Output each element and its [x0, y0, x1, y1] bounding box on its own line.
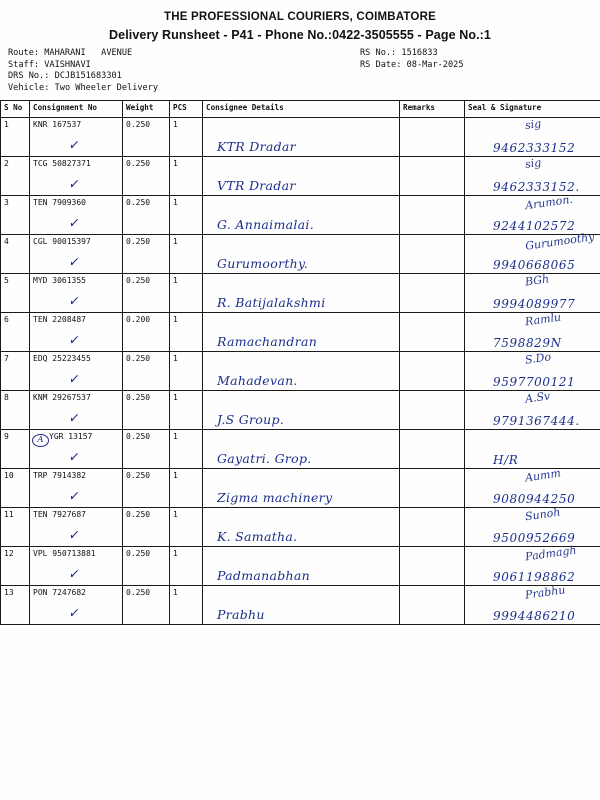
- handwritten-tick-icon: ✓: [67, 447, 82, 468]
- drs-label: DRS No.:: [8, 71, 50, 82]
- signature-mark: sig: [524, 117, 543, 133]
- cell-sno: 7: [1, 352, 30, 391]
- cell-remarks: [400, 430, 465, 469]
- cell-weight: 0.250: [123, 547, 170, 586]
- consignee-handwriting: VTR Dradar: [217, 178, 296, 194]
- cell-consignment-no: [30, 157, 123, 196]
- cell-seal-signature: [465, 583, 600, 625]
- drs-row: [8, 71, 338, 83]
- cell-weight: 0.250: [123, 430, 170, 469]
- consignment-no-text: MYD 3061355: [33, 276, 86, 286]
- cell-consignee-details: [203, 586, 400, 625]
- consignment-no-text: KNR 167537: [33, 120, 82, 130]
- seal-phone-number: 9940668065: [493, 258, 576, 273]
- cell-pcs: 1: [170, 508, 203, 547]
- consignment-no-text: VPL 950713881: [33, 549, 96, 559]
- rs-no-row: [360, 48, 464, 60]
- page-title: Delivery Runsheet - P41 - Phone No.:0422-3505555 - Page No.:1: [109, 28, 491, 42]
- cell-remarks: [400, 118, 465, 157]
- cell-consignment-no: [30, 235, 123, 274]
- table-header-row: [1, 101, 600, 118]
- cell-consignee-details: [203, 196, 400, 235]
- route-label: Route:: [8, 48, 40, 58]
- cell-remarks: [400, 547, 465, 586]
- seal-phone-number: 7598829N: [493, 336, 562, 351]
- cell-seal-signature: [465, 157, 600, 196]
- rs-date-label: RS Date:: [360, 59, 402, 70]
- cell-seal-signature: [465, 391, 600, 430]
- cell-weight: 0.250: [123, 274, 170, 313]
- table-row: [1, 586, 600, 625]
- cell-consignment-no: [30, 430, 123, 469]
- signature-mark: S.Do: [524, 350, 552, 368]
- cell-seal-signature: [465, 118, 600, 157]
- cell-remarks: [400, 469, 465, 508]
- column-header-weight: Weight: [123, 101, 170, 118]
- cell-sno: 12: [1, 547, 30, 586]
- handwritten-tick-icon: ✓: [67, 174, 82, 195]
- cell-sno: 11: [1, 508, 30, 547]
- table-row: [1, 430, 600, 469]
- handwritten-tick-icon: ✓: [67, 603, 82, 624]
- meta-right: [360, 48, 464, 71]
- cell-consignment-no: [30, 508, 123, 547]
- cell-sno: 9: [1, 430, 30, 469]
- cell-consignee-details: [203, 157, 400, 196]
- cell-seal-signature: [465, 310, 600, 352]
- handwritten-tick-icon: ✓: [67, 291, 82, 312]
- rs-no-label: RS No.:: [360, 48, 397, 58]
- consignment-no-text: KNM 29267537: [33, 393, 91, 403]
- cell-pcs: 1: [170, 274, 203, 313]
- cell-consignee-details: [203, 469, 400, 508]
- consignee-handwriting: G. Annaimalai.: [217, 217, 314, 233]
- consignee-handwriting: Zigma machinery: [217, 490, 333, 506]
- consignment-no-text: TEN 2208487: [33, 315, 86, 325]
- column-header-consignee: Consignee Details: [203, 101, 400, 118]
- consignment-no-text: EDQ 25223455: [33, 354, 91, 364]
- cell-sno: 3: [1, 196, 30, 235]
- cell-consignee-details: [203, 274, 400, 313]
- cell-seal-signature: [465, 193, 600, 235]
- consignee-handwriting: Prabhu: [217, 607, 265, 623]
- consignee-handwriting: K. Samatha.: [217, 529, 298, 545]
- column-header-consignment: Consignment No: [30, 101, 123, 118]
- cell-pcs: 1: [170, 352, 203, 391]
- cell-weight: 0.250: [123, 235, 170, 274]
- cell-pcs: 1: [170, 118, 203, 157]
- seal-phone-number: 9994486210: [493, 609, 576, 624]
- handwritten-tick-icon: ✓: [67, 369, 82, 390]
- cell-remarks: [400, 157, 465, 196]
- signature-mark: Ramlu: [524, 310, 562, 329]
- consignee-handwriting: Padmanabhan: [217, 568, 310, 584]
- handwritten-tick-icon: ✓: [67, 252, 82, 273]
- consignment-no-text: TEN 7909360: [33, 198, 86, 208]
- consignee-handwriting: KTR Dradar: [217, 139, 296, 155]
- column-header-seal: Seal & Signature: [465, 101, 600, 118]
- rs-no-value: 1516833: [401, 48, 438, 58]
- seal-phone-number: 9244102572: [493, 219, 576, 234]
- column-header-remarks: Remarks: [400, 101, 465, 118]
- table-row: [1, 508, 600, 547]
- cell-pcs: 1: [170, 547, 203, 586]
- cell-consignment-no: [30, 196, 123, 235]
- cell-weight: 0.250: [123, 157, 170, 196]
- consignment-no-text: PON 7247682: [33, 588, 86, 598]
- company-title: THE PROFESSIONAL COURIERS, COIMBATORE: [164, 11, 436, 23]
- cell-consignment-no: [30, 352, 123, 391]
- signature-mark: Sunoh: [524, 505, 562, 524]
- column-header-sno: S No: [1, 101, 30, 118]
- cell-remarks: [400, 352, 465, 391]
- cell-weight: 0.250: [123, 118, 170, 157]
- table-body: [1, 118, 600, 625]
- handwritten-tick-icon: ✓: [67, 330, 82, 351]
- cell-consignment-no: [30, 469, 123, 508]
- cell-weight: 0.250: [123, 508, 170, 547]
- handwritten-tick-icon: ✓: [67, 564, 82, 585]
- cell-remarks: [400, 508, 465, 547]
- cell-sno: 10: [1, 469, 30, 508]
- cell-pcs: 1: [170, 313, 203, 352]
- signature-mark: Prabhu: [524, 583, 567, 603]
- consignee-handwriting: Gayatri. Grop.: [217, 451, 312, 467]
- consignment-no-text: TEN 7927687: [33, 510, 86, 520]
- table-row: [1, 196, 600, 235]
- cell-weight: 0.250: [123, 352, 170, 391]
- cell-seal-signature: [465, 505, 600, 547]
- staff-label: Staff:: [8, 59, 40, 70]
- cell-sno: 6: [1, 313, 30, 352]
- vehicle-label: Vehicle:: [8, 82, 50, 93]
- meta-left: [8, 48, 338, 94]
- handwritten-tick-icon: ✓: [67, 525, 82, 546]
- cell-seal-signature: [465, 274, 600, 313]
- cell-consignee-details: [203, 508, 400, 547]
- cell-pcs: 1: [170, 391, 203, 430]
- handwritten-tick-icon: ✓: [67, 213, 82, 234]
- staff-row: [8, 60, 338, 72]
- cell-pcs: 1: [170, 235, 203, 274]
- cell-consignee-details: [203, 547, 400, 586]
- cell-pcs: 1: [170, 430, 203, 469]
- cell-consignment-no: [30, 391, 123, 430]
- seal-phone-number: 9994089977: [493, 297, 576, 312]
- cell-consignee-details: [203, 352, 400, 391]
- cell-consignment-no: [30, 586, 123, 625]
- cell-consignee-details: [203, 235, 400, 274]
- signature-mark: sig: [524, 156, 543, 172]
- signature-mark: Gurumoothy: [524, 230, 596, 254]
- cell-sno: 2: [1, 157, 30, 196]
- route-value: MAHARANI AVENUE: [44, 48, 133, 58]
- cell-pcs: 1: [170, 469, 203, 508]
- seal-phone-number: H/R: [493, 453, 519, 468]
- cell-remarks: [400, 274, 465, 313]
- table-row: [1, 157, 600, 196]
- cell-consignee-details: [203, 391, 400, 430]
- table-row: [1, 235, 600, 274]
- consignee-handwriting: Mahadevan.: [217, 373, 298, 389]
- rs-date-row: [360, 60, 464, 72]
- cell-consignee-details: [203, 313, 400, 352]
- cell-sno: 1: [1, 118, 30, 157]
- column-header-pcs: PCS: [170, 101, 203, 118]
- handwritten-tick-icon: ✓: [67, 408, 82, 429]
- rs-date-value: 08-Mar-2025: [406, 59, 464, 70]
- signature-mark: Arumon.: [524, 193, 574, 213]
- seal-phone-number: 9791367444.: [493, 414, 580, 429]
- vehicle-row: [8, 83, 338, 95]
- cell-sno: 4: [1, 235, 30, 274]
- cell-seal-signature: [465, 430, 600, 469]
- table-row: [1, 118, 600, 157]
- cell-weight: 0.250: [123, 586, 170, 625]
- seal-phone-number: 9080944250: [493, 492, 576, 507]
- cell-sno: 13: [1, 586, 30, 625]
- seal-phone-number: 9061198862: [493, 570, 576, 585]
- table-row: [1, 547, 600, 586]
- cell-remarks: [400, 235, 465, 274]
- cell-consignee-details: [203, 118, 400, 157]
- vehicle-value: Two Wheeler Delivery: [54, 82, 159, 93]
- cell-weight: 0.250: [123, 196, 170, 235]
- consignment-no-text: CGL 90015397: [33, 237, 91, 247]
- cell-sno: 8: [1, 391, 30, 430]
- cell-sno: 5: [1, 274, 30, 313]
- cell-weight: 0.250: [123, 469, 170, 508]
- table-row: [1, 391, 600, 430]
- drs-value: DCJB151683301: [54, 71, 122, 82]
- table-row: [1, 352, 600, 391]
- cell-consignment-no: [30, 547, 123, 586]
- cell-remarks: [400, 391, 465, 430]
- cell-seal-signature: [465, 230, 600, 274]
- consignment-no-text: TRP 7914382: [33, 471, 86, 481]
- consignment-no-text: YGR 13157: [49, 432, 93, 442]
- table-row: [1, 469, 600, 508]
- consignee-handwriting: Gurumoorthy.: [217, 256, 308, 272]
- cell-seal-signature: [465, 352, 600, 391]
- signature-mark: BGh: [524, 272, 550, 289]
- consignment-table: [0, 100, 600, 625]
- cell-consignment-no: [30, 118, 123, 157]
- cell-seal-signature: [465, 466, 600, 508]
- seal-phone-number: 9462333152: [493, 141, 576, 156]
- cell-seal-signature: [465, 543, 600, 586]
- consignee-handwriting: J.S Group.: [217, 412, 285, 428]
- consignee-handwriting: R. Batijalakshmi: [217, 295, 326, 311]
- cell-remarks: [400, 196, 465, 235]
- handwritten-tick-icon: ✓: [67, 135, 82, 156]
- cell-consignment-no: [30, 313, 123, 352]
- seal-phone-number: 9500952669: [493, 531, 576, 546]
- cell-weight: 0.200: [123, 313, 170, 352]
- cell-pcs: 1: [170, 586, 203, 625]
- handwritten-tick-icon: ✓: [67, 486, 82, 507]
- cell-consignee-details: [203, 430, 400, 469]
- cell-remarks: [400, 313, 465, 352]
- cell-consignment-no: [30, 274, 123, 313]
- cell-remarks: [400, 586, 465, 625]
- meta-block: [0, 48, 600, 94]
- cell-pcs: 1: [170, 196, 203, 235]
- circled-flag-mark: A: [32, 434, 49, 447]
- consignee-handwriting: Ramachandran: [217, 334, 318, 350]
- route-row: [8, 48, 338, 60]
- table-row: [1, 274, 600, 313]
- staff-value: VAISHNAVI: [44, 59, 91, 70]
- table-row: [1, 313, 600, 352]
- seal-phone-number: 9462333152.: [493, 180, 580, 195]
- cell-weight: 0.250: [123, 391, 170, 430]
- signature-mark: Aumm: [524, 466, 562, 485]
- signature-mark: Padmagh: [524, 543, 578, 564]
- signature-mark: A.Sv: [524, 389, 551, 407]
- consignment-no-text: TCG 50827371: [33, 159, 91, 169]
- seal-phone-number: 9597700121: [493, 375, 576, 390]
- cell-pcs: 1: [170, 157, 203, 196]
